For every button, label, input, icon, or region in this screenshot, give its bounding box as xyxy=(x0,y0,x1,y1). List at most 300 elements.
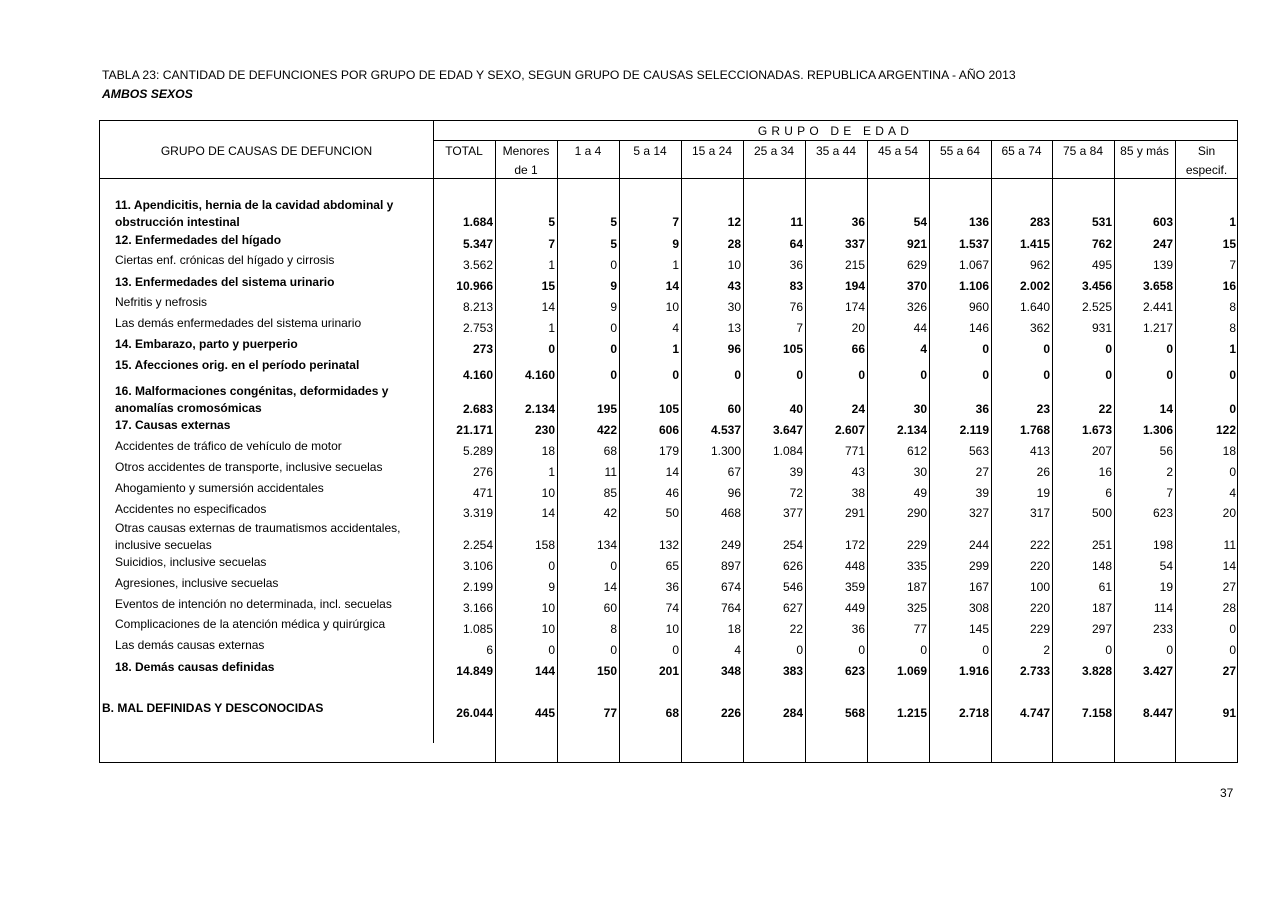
table-cell: 0 xyxy=(1229,465,1236,479)
row-label xyxy=(115,520,400,553)
table-cell: 134 xyxy=(596,538,617,552)
table-cell: 0 xyxy=(1229,402,1236,416)
table-cell: 36 xyxy=(975,402,989,416)
table-cell: 7 xyxy=(1166,486,1173,500)
table-cell: 0 xyxy=(982,368,989,382)
table-cell: 145 xyxy=(968,622,989,636)
table-cell: 8 xyxy=(1229,300,1236,314)
row-label xyxy=(115,596,392,613)
table-cell: 317 xyxy=(1029,506,1050,520)
row-label-line: Ciertas enf. crónicas del hígado y cirrosis xyxy=(115,253,335,267)
table-cell: 49 xyxy=(913,486,927,500)
row-label-line: Agresiones, inclusive secuelas xyxy=(115,576,279,590)
table-cell: 220 xyxy=(1029,559,1050,573)
table-cell: 0 xyxy=(548,342,555,356)
row-label-line: 18. Demás causas definidas xyxy=(115,660,275,674)
row-label xyxy=(115,252,334,269)
row-label xyxy=(115,383,388,416)
table-cell: 10 xyxy=(665,300,679,314)
table-cell: 44 xyxy=(913,321,927,335)
table-cell: 30 xyxy=(727,300,741,314)
table-cell: 2.134 xyxy=(896,423,927,437)
table-cell: 100 xyxy=(1029,580,1050,594)
table-cell: 251 xyxy=(1091,538,1112,552)
column-divider xyxy=(1175,140,1176,763)
table-cell: 3.658 xyxy=(1142,279,1173,293)
table-cell: 413 xyxy=(1029,444,1050,458)
table-cell: 5 xyxy=(548,215,555,229)
table-cell: 500 xyxy=(1091,506,1112,520)
cause-column-header: GRUPO DE CAUSAS DE DEFUNCION xyxy=(160,144,373,158)
table-cell: 9 xyxy=(672,237,679,251)
table-cell: 27 xyxy=(1222,664,1236,678)
table-cell: 43 xyxy=(727,279,741,293)
table-cell: 26.044 xyxy=(456,706,493,720)
table-cell: 383 xyxy=(782,664,803,678)
column-divider xyxy=(929,140,930,763)
table-cell: 20 xyxy=(851,321,865,335)
table-cell: 8 xyxy=(610,622,617,636)
table-cell: 7 xyxy=(548,237,555,251)
table-cell: 1 xyxy=(548,258,555,272)
table-cell: 4.160 xyxy=(462,368,493,382)
table-cell: 1.300 xyxy=(710,444,741,458)
table-cell: 11 xyxy=(790,215,803,229)
table-cell: 2.718 xyxy=(958,706,989,720)
table-cell: 43 xyxy=(851,465,865,479)
table-cell: 4 xyxy=(920,342,927,356)
table-cell: 76 xyxy=(789,300,803,314)
table-cell: 1 xyxy=(548,465,555,479)
table-cell: 64 xyxy=(789,237,803,251)
table-cell: 11 xyxy=(1223,538,1236,552)
table-cell: 1.067 xyxy=(958,258,989,272)
table-cell: 273 xyxy=(472,342,493,356)
table-cell: 627 xyxy=(782,601,803,615)
table-cell: 27 xyxy=(975,465,989,479)
table-cell: 6 xyxy=(1105,486,1112,500)
table-cell: 623 xyxy=(1152,506,1173,520)
age-group-underline xyxy=(433,140,1238,141)
table-cell: 4 xyxy=(734,643,741,657)
table-cell: 325 xyxy=(906,601,927,615)
table-cell: 308 xyxy=(968,601,989,615)
row-label xyxy=(115,438,342,455)
table-cell: 195 xyxy=(596,402,617,416)
table-cell: 1 xyxy=(672,258,679,272)
table-cell: 148 xyxy=(1091,559,1112,573)
table-cell: 40 xyxy=(789,402,803,416)
table-cell: 931 xyxy=(1091,321,1112,335)
table-cell: 14 xyxy=(603,580,617,594)
table-cell: 105 xyxy=(782,342,803,356)
row-label xyxy=(115,357,359,374)
table-cell: 2.525 xyxy=(1081,300,1112,314)
table-cell: 226 xyxy=(720,706,741,720)
table-cell: 10 xyxy=(665,622,679,636)
column-header: 55 a 64 xyxy=(939,144,981,158)
row-label-line: Eventos de intención no determinada, incl. secuelas xyxy=(115,597,392,611)
table-cell: 38 xyxy=(851,486,865,500)
table-cell: 921 xyxy=(906,237,927,251)
table-cell: 370 xyxy=(906,279,927,293)
table-cell: 771 xyxy=(844,444,865,458)
table-cell: 603 xyxy=(1152,215,1173,229)
header-bottom-border xyxy=(99,178,1238,179)
row-label-line: Otras causas externas de traumatismos accidentales, xyxy=(115,521,401,535)
table-cell: 8 xyxy=(1229,321,1236,335)
table-title: TABLA 23: CANTIDAD DE DEFUNCIONES POR GRUPO DE EDAD Y SEXO, SEGUN GRUPO DE CAUSAS SELECCIONADAS. REPUBLICA ARGENTINA - AÑO 2013 xyxy=(102,68,1016,82)
table-cell: 14.849 xyxy=(456,664,493,678)
table-cell: 72 xyxy=(789,486,803,500)
table-cell: 222 xyxy=(1029,538,1050,552)
table-cell: 0 xyxy=(1105,342,1112,356)
table-cell: 9 xyxy=(610,300,617,314)
table-cell: 0 xyxy=(610,342,617,356)
table-cell: 276 xyxy=(472,465,493,479)
table-cell: 39 xyxy=(789,465,803,479)
row-label-line: 15. Afecciones orig. en el período perinatal xyxy=(115,358,360,372)
column-divider xyxy=(1052,140,1053,763)
table-cell: 9 xyxy=(548,580,555,594)
table-cell: 244 xyxy=(968,538,989,552)
column-divider xyxy=(867,140,868,763)
table-cell: 0 xyxy=(610,321,617,335)
column-header: 15 a 24 xyxy=(691,144,733,158)
table-cell: 198 xyxy=(1152,538,1173,552)
column-header: 75 a 84 xyxy=(1062,144,1104,158)
table-cell: 27 xyxy=(1222,580,1236,594)
column-header: 5 a 14 xyxy=(633,144,667,158)
age-group-header: GRUPO DE EDAD xyxy=(757,124,914,138)
table-cell: 2.683 xyxy=(462,402,493,416)
table-cell: 4.537 xyxy=(710,423,741,437)
table-cell: 0 xyxy=(1229,368,1236,382)
table-cell: 448 xyxy=(844,559,865,573)
table-cell: 10 xyxy=(541,622,555,636)
row-label xyxy=(115,274,334,291)
table-cell: 1.085 xyxy=(462,622,493,636)
table-cell: 3.456 xyxy=(1081,279,1112,293)
table-cell: 1.537 xyxy=(958,237,989,251)
table-cell: 207 xyxy=(1091,444,1112,458)
table-cell: 254 xyxy=(782,538,803,552)
table-cell: 91 xyxy=(1222,706,1236,720)
row-label-line: Ahogamiento y sumersión accidentales xyxy=(115,481,324,495)
column-header: 45 a 54 xyxy=(877,144,919,158)
table-cell: 5 xyxy=(610,237,617,251)
column-header: Sin xyxy=(1197,144,1216,158)
table-cell: 377 xyxy=(782,506,803,520)
row-label-line: inclusive secuelas xyxy=(115,537,212,552)
table-cell: 0 xyxy=(1229,622,1236,636)
table-cell: 11 xyxy=(604,465,617,479)
column-divider xyxy=(495,140,496,763)
table-cell: 54 xyxy=(1159,559,1173,573)
table-cell: 0 xyxy=(1166,643,1173,657)
table-cell: 568 xyxy=(844,706,865,720)
table-cell: 546 xyxy=(782,580,803,594)
table-cell: 18 xyxy=(727,622,741,636)
column-header: Menores xyxy=(502,144,550,158)
column-divider xyxy=(1114,140,1115,763)
table-cell: 468 xyxy=(720,506,741,520)
table-cell: 4.160 xyxy=(524,368,555,382)
table-cell: 12 xyxy=(727,215,741,229)
column-header: 85 y más xyxy=(1120,144,1169,158)
table-cell: 16 xyxy=(1098,465,1112,479)
table-cell: 1 xyxy=(548,321,555,335)
table-cell: 21.171 xyxy=(456,423,493,437)
table-cell: 96 xyxy=(727,486,741,500)
table-cell: 445 xyxy=(534,706,555,720)
row-label-line: anomalías cromosómicas xyxy=(115,400,262,415)
table-cell: 10 xyxy=(727,258,741,272)
table-cell: 762 xyxy=(1091,237,1112,251)
table-cell: 36 xyxy=(665,580,679,594)
row-label xyxy=(115,554,266,571)
column-header: especif. xyxy=(1185,163,1228,177)
table-cell: 0 xyxy=(548,559,555,573)
column-header: 1 a 4 xyxy=(574,144,602,158)
table-cell: 284 xyxy=(782,706,803,720)
table-cell: 8.213 xyxy=(462,300,493,314)
row-label xyxy=(115,417,230,434)
table-cell: 1.217 xyxy=(1142,321,1173,335)
table-cell: 1.415 xyxy=(1019,237,1050,251)
table-cell: 68 xyxy=(603,444,617,458)
row-label-line: 11. Apendicitis, hernia de la cavidad abdominal y xyxy=(115,198,394,212)
table-cell: 229 xyxy=(1029,622,1050,636)
table-cell: 1.306 xyxy=(1142,423,1173,437)
row-label xyxy=(115,315,361,332)
column-divider xyxy=(681,140,682,763)
column-divider xyxy=(619,140,620,763)
table-cell: 10 xyxy=(541,486,555,500)
table-cell: 68 xyxy=(665,706,679,720)
row-label xyxy=(115,616,385,633)
table-cell: 167 xyxy=(968,580,989,594)
row-label-line: 17. Causas externas xyxy=(115,418,231,432)
column-header: TOTAL xyxy=(445,144,483,158)
table-cell: 960 xyxy=(968,300,989,314)
table-cell: 1.640 xyxy=(1019,300,1050,314)
table-cell: 83 xyxy=(789,279,803,293)
table-cell: 629 xyxy=(906,258,927,272)
table-cell: 2.254 xyxy=(462,538,493,552)
table-cell: 30 xyxy=(913,402,927,416)
table-cell: 2.753 xyxy=(462,321,493,335)
table-cell: 2.733 xyxy=(1019,664,1050,678)
table-cell: 362 xyxy=(1029,321,1050,335)
table-cell: 0 xyxy=(858,368,865,382)
table-cell: 1 xyxy=(1229,342,1236,356)
table-cell: 0 xyxy=(982,643,989,657)
table-cell: 172 xyxy=(844,538,865,552)
table-cell: 28 xyxy=(1222,601,1236,615)
table-cell: 6 xyxy=(486,643,493,657)
table-cell: 297 xyxy=(1091,622,1112,636)
table-cell: 30 xyxy=(913,465,927,479)
table-cell: 16 xyxy=(1222,279,1236,293)
table-cell: 0 xyxy=(1105,368,1112,382)
row-label xyxy=(115,197,393,230)
table-cell: 0 xyxy=(1166,342,1173,356)
table-cell: 3.106 xyxy=(462,559,493,573)
table-cell: 1 xyxy=(672,342,679,356)
table-cell: 146 xyxy=(968,321,989,335)
table-cell: 626 xyxy=(782,559,803,573)
table-cell: 0 xyxy=(1043,368,1050,382)
table-cell: 7 xyxy=(1229,258,1236,272)
table-cell: 14 xyxy=(541,506,555,520)
table-cell: 3.319 xyxy=(462,506,493,520)
table-cell: 10.966 xyxy=(456,279,493,293)
table-cell: 10 xyxy=(541,601,555,615)
table-cell: 220 xyxy=(1029,601,1050,615)
table-cell: 158 xyxy=(534,538,555,552)
table-cell: 233 xyxy=(1152,622,1173,636)
table-cell: 13 xyxy=(727,321,741,335)
column-divider xyxy=(557,140,558,763)
table-cell: 14 xyxy=(665,465,679,479)
row-label-line: Otros accidentes de transporte, inclusive secuelas xyxy=(115,460,383,474)
table-cell: 0 xyxy=(610,368,617,382)
table-cell: 187 xyxy=(1091,601,1112,615)
row-label-line: Las demás enfermedades del sistema urinario xyxy=(115,316,362,330)
table-cell: 5.347 xyxy=(462,237,493,251)
table-cell: 114 xyxy=(1153,601,1173,615)
row-label-line: B. MAL DEFINIDAS Y DESCONOCIDAS xyxy=(102,701,324,715)
row-label-line: 13. Enfermedades del sistema urinario xyxy=(115,275,335,289)
column-header: 25 a 34 xyxy=(753,144,795,158)
table-cell: 20 xyxy=(1222,506,1236,520)
table-cell: 348 xyxy=(720,664,741,678)
table-cell: 0 xyxy=(1105,643,1112,657)
table-cell: 144 xyxy=(534,664,555,678)
table-cell: 0 xyxy=(920,643,927,657)
table-cell: 0 xyxy=(858,643,865,657)
table-cell: 15 xyxy=(541,279,555,293)
table-cell: 3.427 xyxy=(1142,664,1173,678)
row-label-line: Nefritis y nefrosis xyxy=(115,295,208,309)
table-cell: 0 xyxy=(610,559,617,573)
table-cell: 7 xyxy=(672,215,679,229)
table-cell: 0 xyxy=(982,342,989,356)
table-cell: 77 xyxy=(913,622,927,636)
table-cell: 150 xyxy=(596,664,617,678)
table-cell: 14 xyxy=(1159,402,1173,416)
table-cell: 0 xyxy=(610,258,617,272)
table-cell: 65 xyxy=(665,559,679,573)
table-cell: 606 xyxy=(658,423,679,437)
table-cell: 0 xyxy=(672,368,679,382)
table-cell: 1 xyxy=(1229,215,1236,229)
table-cell: 67 xyxy=(727,465,741,479)
table-cell: 0 xyxy=(610,643,617,657)
table-cell: 15 xyxy=(1222,237,1236,251)
table-cell: 5.289 xyxy=(462,444,493,458)
column-header: 35 a 44 xyxy=(815,144,857,158)
table-cell: 1.916 xyxy=(958,664,989,678)
table-cell: 61 xyxy=(1098,580,1112,594)
table-cell: 174 xyxy=(844,300,865,314)
table-cell: 1.106 xyxy=(958,279,989,293)
table-cell: 674 xyxy=(720,580,741,594)
table-cell: 1.069 xyxy=(896,664,927,678)
table-cell: 2 xyxy=(1043,643,1050,657)
page-number: 37 xyxy=(1220,786,1234,800)
table-cell: 85 xyxy=(603,486,617,500)
table-cell: 179 xyxy=(658,444,679,458)
table-cell: 23 xyxy=(1036,402,1050,416)
row-label-line: 12. Enfermedades del hígado xyxy=(115,233,282,247)
row-label-line: 16. Malformaciones congénitas, deformidades y xyxy=(115,384,389,398)
table-cell: 247 xyxy=(1152,237,1173,251)
row-label xyxy=(115,294,207,311)
table-cell: 36 xyxy=(851,215,865,229)
table-cell: 54 xyxy=(913,215,927,229)
table-cell: 14 xyxy=(1222,559,1236,573)
table-cell: 326 xyxy=(906,300,927,314)
table-cell: 136 xyxy=(968,215,989,229)
table-cell: 60 xyxy=(727,402,741,416)
table-cell: 2.441 xyxy=(1142,300,1173,314)
table-cell: 0 xyxy=(1166,368,1173,382)
column-divider xyxy=(805,140,806,763)
table-cell: 764 xyxy=(720,601,741,615)
table-cell: 3.562 xyxy=(462,258,493,272)
row-label-line: obstrucción intestinal xyxy=(115,214,240,229)
row-label xyxy=(115,232,281,249)
table-cell: 60 xyxy=(603,601,617,615)
table-cell: 0 xyxy=(796,368,803,382)
table-cell: 337 xyxy=(844,237,865,251)
table-cell: 18 xyxy=(1222,444,1236,458)
table-cell: 335 xyxy=(906,559,927,573)
column-divider xyxy=(743,140,744,763)
table-cell: 2.002 xyxy=(1019,279,1050,293)
table-cell: 0 xyxy=(796,643,803,657)
row-label xyxy=(102,700,323,717)
table-cell: 623 xyxy=(844,664,865,678)
table-cell: 422 xyxy=(596,423,617,437)
row-label xyxy=(115,480,324,497)
table-cell: 4.747 xyxy=(1019,706,1050,720)
table-cell: 962 xyxy=(1029,258,1050,272)
table-cell: 22 xyxy=(1098,402,1112,416)
table-cell: 50 xyxy=(665,506,679,520)
row-label-line: Complicaciones de la atención médica y quirúrgica xyxy=(115,617,386,631)
table-cell: 449 xyxy=(844,601,865,615)
table-cell: 359 xyxy=(844,580,865,594)
table-cell: 229 xyxy=(906,538,927,552)
row-label xyxy=(115,336,298,353)
table-cell: 26 xyxy=(1036,465,1050,479)
table-cell: 36 xyxy=(789,258,803,272)
table-cell: 2 xyxy=(1166,465,1173,479)
table-cell: 4 xyxy=(1229,486,1236,500)
table-cell: 1.684 xyxy=(462,215,493,229)
table-cell: 74 xyxy=(665,601,679,615)
row-label-line: Suicidios, inclusive secuelas xyxy=(115,555,267,569)
table-cell: 22 xyxy=(789,622,803,636)
table-cell: 215 xyxy=(844,258,865,272)
table-cell: 1.215 xyxy=(896,706,927,720)
table-cell: 66 xyxy=(851,342,865,356)
row-label-line: Accidentes de tráfico de vehículo de motor xyxy=(115,439,342,453)
table-cell: 0 xyxy=(734,368,741,382)
